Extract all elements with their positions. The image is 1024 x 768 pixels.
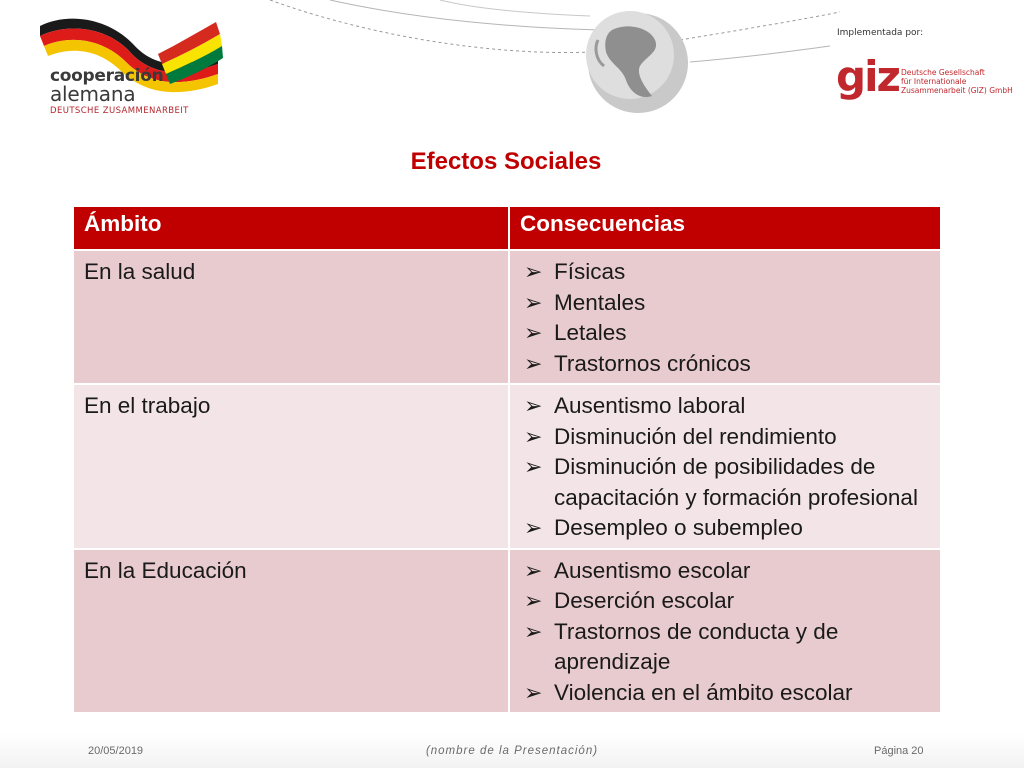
- table-row: [73, 384, 941, 549]
- list-item: [520, 452, 930, 513]
- arrow-bullet-icon: ➢: [524, 618, 543, 644]
- list-item-text: Trastornos crónicos: [554, 350, 751, 376]
- giz-org-line: Deutsche Gesellschaft: [901, 68, 985, 77]
- footer-page-number: Página 20: [874, 745, 924, 757]
- list-item: [520, 617, 930, 678]
- list-item-text: Trastornos de conducta y de aprendizaje: [554, 618, 839, 674]
- logo-line-deutsche: DEUTSCHE ZUSAMMENARBEIT: [50, 106, 189, 116]
- arrow-bullet-icon: ➢: [524, 259, 543, 284]
- giz-org-line: Zusammenarbeit (GIZ) GmbH: [901, 86, 1013, 95]
- list-item-text: Deserción escolar: [554, 588, 735, 613]
- list-item-text: Mentales: [554, 289, 646, 315]
- cell-ambito: En la Educación: [73, 549, 509, 714]
- table-row: [73, 250, 941, 384]
- arrow-bullet-icon: ➢: [524, 320, 543, 345]
- implemented-by-label: Implementada por:: [837, 28, 924, 38]
- cell-ambito: En la salud: [73, 250, 509, 384]
- giz-org-name: [901, 68, 1013, 95]
- list-item-text: Desempleo o subempleo: [554, 515, 803, 540]
- slide-title: Efectos Sociales: [410, 148, 602, 175]
- arrow-bullet-icon: ➢: [524, 515, 543, 540]
- list-item-text: Violencia en el ámbito escolar: [554, 679, 853, 705]
- cell-consecuencias: [509, 549, 941, 714]
- list-item: [520, 349, 930, 380]
- globe-icon: [586, 11, 688, 113]
- list-item: [520, 586, 930, 617]
- list-item: [520, 513, 930, 544]
- list-item: [520, 257, 930, 288]
- footer-presentation-name: (nombre de la Presentación): [425, 745, 599, 757]
- column-header-consecuencias: Consecuencias: [509, 206, 941, 250]
- giz-org-line: für Internationale: [901, 77, 967, 86]
- consequence-list: [520, 257, 930, 379]
- logo-line-alemana: alemana: [50, 82, 136, 106]
- arrow-bullet-icon: ➢: [524, 393, 543, 418]
- list-item-text: Disminución de posibilidades de capacitación y formación profesional: [554, 454, 918, 510]
- list-item-text: Disminución del rendimiento: [554, 423, 837, 449]
- arrow-bullet-icon: ➢: [524, 454, 543, 479]
- list-item: [520, 678, 930, 709]
- list-item: [520, 556, 930, 587]
- list-item-text: Letales: [554, 320, 627, 345]
- list-item: [520, 288, 930, 319]
- consequence-list: [520, 556, 930, 709]
- giz-logo: giz: [836, 52, 899, 101]
- arrow-bullet-icon: ➢: [524, 350, 543, 376]
- cell-ambito: En el trabajo: [73, 384, 509, 549]
- footer-date: 20/05/2019: [88, 745, 144, 757]
- table-row: [73, 549, 941, 714]
- column-header-ambito: Ámbito: [73, 206, 509, 250]
- effects-table: [72, 205, 942, 714]
- cell-consecuencias: [509, 384, 941, 549]
- arrow-bullet-icon: ➢: [524, 679, 543, 705]
- list-item-text: Ausentismo escolar: [554, 557, 751, 583]
- logo-line-cooperacion: cooperación: [50, 66, 164, 86]
- list-item: [520, 422, 930, 453]
- list-item: [520, 318, 930, 349]
- arrow-bullet-icon: ➢: [524, 588, 543, 613]
- arrow-bullet-icon: ➢: [524, 423, 543, 449]
- list-item-text: Físicas: [554, 259, 626, 284]
- arrow-bullet-icon: ➢: [524, 289, 543, 315]
- list-item-text: Ausentismo laboral: [554, 393, 746, 418]
- cell-consecuencias: [509, 250, 941, 384]
- consequence-list: [520, 391, 930, 544]
- arrow-bullet-icon: ➢: [524, 557, 543, 583]
- list-item: [520, 391, 930, 422]
- table-header-row: [73, 206, 941, 250]
